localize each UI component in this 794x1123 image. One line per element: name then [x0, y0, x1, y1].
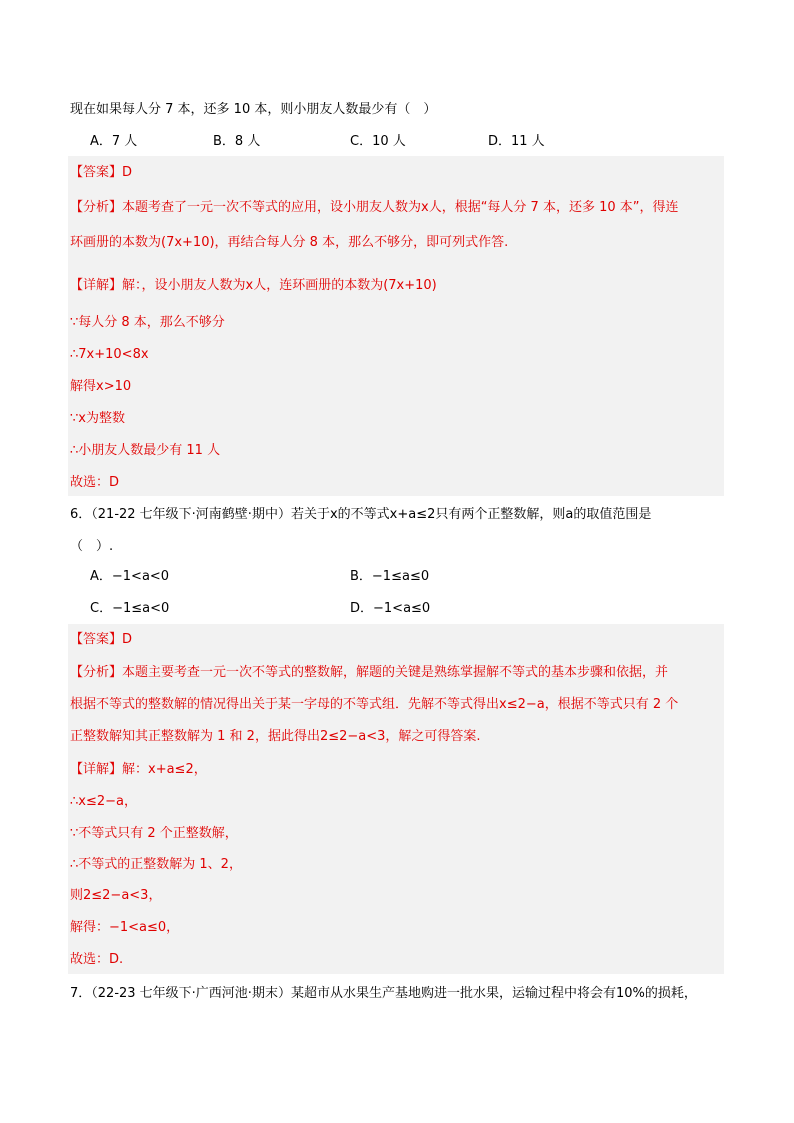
q5-option-c: C．10 人: [350, 134, 406, 149]
q6-analysis-line-2: 根据不等式的整数解的情况得出关于某一字母的不等式组．先解不等式得出x≤2−a，根据不等式只有 2 个: [70, 697, 679, 712]
q6-stem-line-1: 6．（21-22 七年级下·河南鹤壁·期中）若关于x的不等式x+a≤2只有两个正整数解，则a的取值范围是: [70, 507, 652, 522]
q6-option-d: D．−1<a≤0: [350, 601, 431, 616]
q6-option-b: B．−1≤a≤0: [350, 569, 430, 584]
q6-analysis-line-3: 正整数解知其正整数解为 1 和 2，据此得出2≤2−a<3，解之可得答案.: [70, 729, 481, 744]
q5-detail-line-7: 故选：D: [70, 475, 120, 490]
q6-detail-line-5: 则2≤2−a<3，: [70, 888, 162, 903]
q5-option-b: B．8 人: [213, 134, 261, 149]
q5-detail-line-4: 解得x>10: [70, 379, 132, 394]
q6-detail-line-6: 解得：−1<a≤0，: [70, 920, 180, 935]
q5-detail-line-5: ∵x为整数: [70, 411, 125, 426]
q6-answer: 【答案】D: [70, 632, 133, 647]
q5-option-a: A．7 人: [90, 134, 138, 149]
q5-detail-line-1: 【详解】解：，设小朋友人数为x人，连环画册的本数为(7x+10): [70, 278, 437, 293]
q5-answer: 【答案】D: [70, 165, 133, 180]
q6-detail-line-7: 故选：D.: [70, 952, 124, 967]
q5-analysis-line-2: 环画册的本数为(7x+10)，再结合每人分 8 本，那么不够分，即可列式作答.: [70, 235, 509, 250]
q5-analysis-line-1: 【分析】本题考查了一元一次不等式的应用，设小朋友人数为x人，根据“每人分 7 本，还多 10 本”，得连: [70, 200, 679, 215]
q7-stem-line-1: 7．（22-23 七年级下·广西河池·期末）某超市从水果生产基地购进一批水果，运输过程中将会有10%的损耗，: [70, 986, 697, 1001]
q6-detail-line-3: ∵不等式只有 2 个正整数解，: [70, 826, 238, 841]
q6-option-a: A．−1<a<0: [90, 569, 170, 584]
q5-detail-line-6: ∴小朋友人数最少有 11 人: [70, 443, 221, 458]
q5-detail-line-2: ∵每人分 8 本，那么不够分: [70, 315, 225, 330]
q6-detail-line-2: ∴x≤2−a，: [70, 794, 137, 809]
q5-detail-line-3: ∴7x+10<8x: [70, 347, 149, 362]
q6-stem-line-2: （ ）.: [70, 539, 114, 554]
q6-option-c: C．−1≤a<0: [90, 601, 170, 616]
q5-option-d: D．11 人: [488, 134, 545, 149]
q6-detail-line-1: 【详解】解：x+a≤2，: [70, 762, 207, 777]
q6-analysis-line-1: 【分析】本题主要考查一元一次不等式的整数解，解题的关键是熟练掌握解不等式的基本步骤和依据，并: [70, 665, 669, 680]
q5-stem: 现在如果每人分 7 本，还多 10 本，则小朋友人数最少有（ ）: [70, 102, 437, 117]
q6-detail-line-4: ∴不等式的正整数解为 1、2，: [70, 857, 242, 872]
